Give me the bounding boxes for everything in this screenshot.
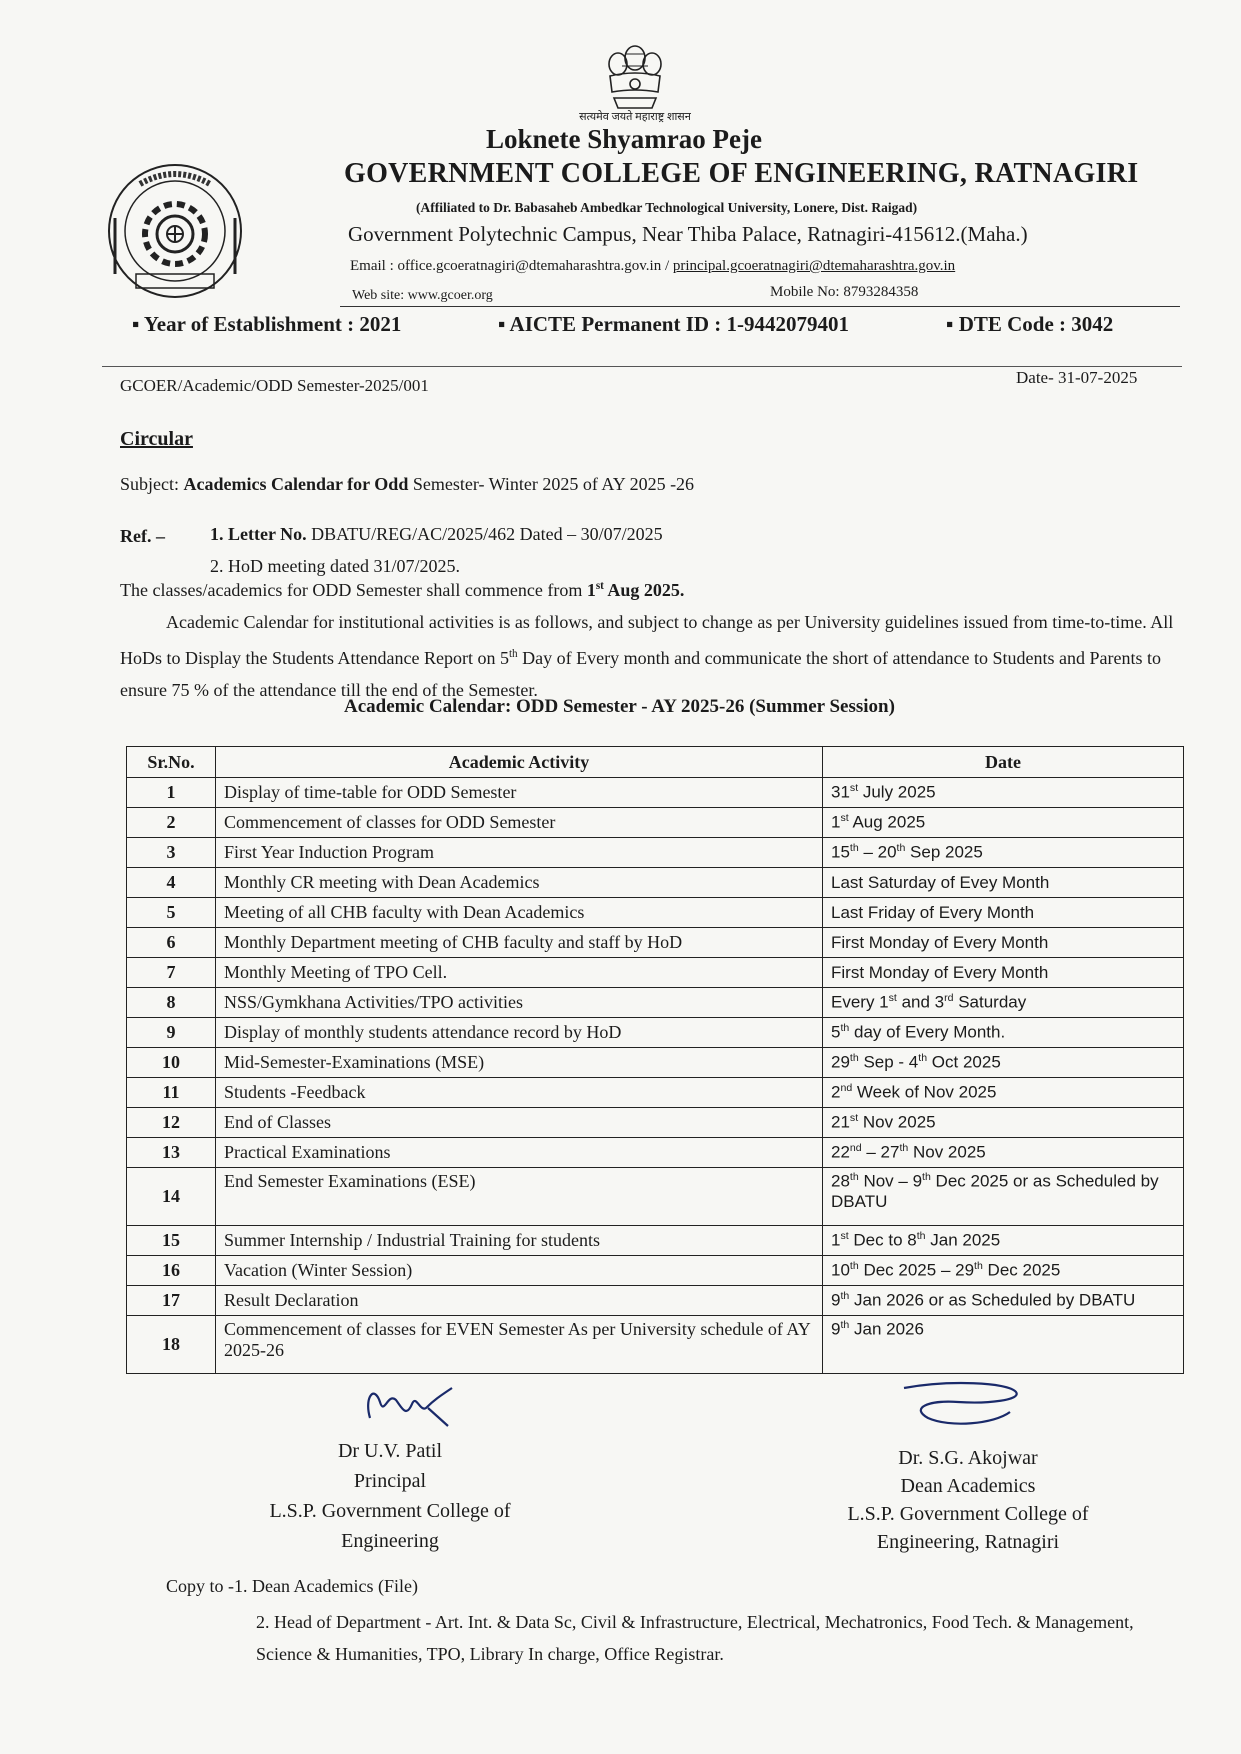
- dean-name: Dr. S.G. Akojwar: [898, 1447, 1038, 1469]
- college-name: GOVERNMENT COLLEGE OF ENGINEERING, RATNAGIRI: [344, 158, 1139, 189]
- cell-srno: 7: [127, 958, 216, 988]
- cell-date: 1st Aug 2025: [823, 808, 1184, 838]
- dean-org: L.S.P. Government College of: [847, 1503, 1089, 1525]
- cell-srno: 17: [127, 1286, 216, 1316]
- cell-srno: 15: [127, 1226, 216, 1256]
- dean-signature-block: [818, 1444, 1118, 1556]
- subject-line: Subject: Academics Calendar for Odd Semester- Winter 2025 of AY 2025 -26: [120, 474, 695, 494]
- col-header-date: Date: [823, 747, 1184, 778]
- table-row: [127, 1108, 1184, 1138]
- email-principal-link[interactable]: principal.gcoeratnagiri@dtemaharashtra.gov.in: [672, 258, 956, 274]
- cell-date: 9th Jan 2026: [823, 1316, 1184, 1374]
- circular-heading: Circular: [120, 428, 193, 450]
- name-line: Loknete Shyamrao Peje: [486, 124, 762, 154]
- cell-date: 29th Sep - 4th Oct 2025: [823, 1048, 1184, 1078]
- table-row: [127, 838, 1184, 868]
- cell-srno: 1: [127, 778, 216, 808]
- table-row: [127, 898, 1184, 928]
- col-header-activity: Academic Activity: [216, 747, 823, 778]
- cell-srno: 11: [127, 1078, 216, 1108]
- table-row: [127, 1018, 1184, 1048]
- table-row: [127, 1048, 1184, 1078]
- table-row: [127, 1138, 1184, 1168]
- aicte-id: AICTE Permanent ID : 1-9442079401: [509, 312, 850, 336]
- website[interactable]: Web site: www.gcoer.org: [352, 288, 493, 303]
- cell-srno: 8: [127, 988, 216, 1018]
- table-row: [127, 1226, 1184, 1256]
- principal-signature-block: [240, 1436, 540, 1556]
- dean-org-2: Engineering, Ratnagiri: [876, 1531, 1060, 1553]
- table-row: [127, 1286, 1184, 1316]
- cell-activity: Display of monthly students attendance record by HoD: [216, 1018, 823, 1048]
- cell-activity: Meeting of all CHB faculty with Dean Academics: [216, 898, 823, 928]
- cell-date: Every 1st and 3rd Saturday: [823, 988, 1184, 1018]
- calendar-paragraph: Academic Calendar for institutional activities is as follows, and subject to change as per University guidelines issued from time-to-time. All HoDs to Display the Students Attendance Report on 5th Day of Every month and communicate the short of attendance to Students and Parents to ensure 75 % of the attendance till the end of the Semester.: [120, 612, 1174, 700]
- cell-srno: 14: [127, 1168, 216, 1226]
- cell-srno: 5: [127, 898, 216, 928]
- table-row: [127, 928, 1184, 958]
- cell-activity: First Year Induction Program: [216, 838, 823, 868]
- cell-date: Last Friday of Every Month: [823, 898, 1184, 928]
- cell-activity: Display of time-table for ODD Semester: [216, 778, 823, 808]
- principal-name: Dr U.V. Patil: [337, 1440, 443, 1462]
- table-row: [127, 808, 1184, 838]
- cell-activity: Result Declaration: [216, 1286, 823, 1316]
- cell-date: 9th Jan 2026 or as Scheduled by DBATU: [823, 1286, 1184, 1316]
- copy-to-line-2: 2. Head of Department - Art. Int. & Data Sc, Civil & Infrastructure, Electrical, Mechatronics, Food Tech. & Management, Science & Humanities, TPO, Library In charge, Office Registrar.: [256, 1612, 1134, 1664]
- commence-line: The classes/academics for ODD Semester shall commence from 1st Aug 2025.: [120, 580, 685, 600]
- cell-srno: 3: [127, 838, 216, 868]
- cell-srno: 12: [127, 1108, 216, 1138]
- cell-srno: 9: [127, 1018, 216, 1048]
- dte-code: DTE Code : 3042: [958, 312, 1114, 336]
- copy-to-line-1: Copy to -1. Dean Academics (File): [166, 1576, 418, 1596]
- cell-srno: 18: [127, 1316, 216, 1374]
- principal-title: Principal: [353, 1470, 427, 1492]
- cell-activity: Monthly Meeting of TPO Cell.: [216, 958, 823, 988]
- college-seal-icon: [100, 156, 250, 306]
- cell-activity: Summer Internship / Industrial Training for students: [216, 1226, 823, 1256]
- cell-activity: End Semester Examinations (ESE): [216, 1168, 823, 1226]
- table-row: [127, 958, 1184, 988]
- principal-org-2: Engineering: [341, 1530, 439, 1552]
- dean-title: Dean Academics: [900, 1475, 1036, 1497]
- cell-date: 1st Dec to 8th Jan 2025: [823, 1226, 1184, 1256]
- cell-date: 2nd Week of Nov 2025: [823, 1078, 1184, 1108]
- cell-activity: Commencement of classes for EVEN Semester As per University schedule of AY 2025-26: [216, 1316, 823, 1374]
- table-row: [127, 1256, 1184, 1286]
- address: Government Polytechnic Campus, Near Thiba Palace, Ratnagiri-415612.(Maha.): [348, 222, 1028, 246]
- cell-srno: 16: [127, 1256, 216, 1286]
- mobile: Mobile No: 8793284358: [770, 284, 919, 300]
- affiliation: (Affiliated to Dr. Babasaheb Ambedkar Technological University, Lonere, Dist. Raigad): [416, 200, 918, 215]
- cell-activity: Vacation (Winter Session): [216, 1256, 823, 1286]
- table-row: [127, 868, 1184, 898]
- cell-srno: 6: [127, 928, 216, 958]
- cell-srno: 10: [127, 1048, 216, 1078]
- emblem-motto: सत्यमेव जयते महाराष्ट्र शासन: [579, 111, 691, 123]
- establishment: Year of Establishment : 2021: [143, 312, 402, 336]
- cell-activity: Practical Examinations: [216, 1138, 823, 1168]
- cell-date: 28th Nov – 9th Dec 2025 or as Scheduled by DBATU: [823, 1168, 1184, 1226]
- cell-srno: 13: [127, 1138, 216, 1168]
- cell-activity: Commencement of classes for ODD Semester: [216, 808, 823, 838]
- cell-activity: Monthly CR meeting with Dean Academics: [216, 868, 823, 898]
- table-row: [127, 778, 1184, 808]
- cell-activity: Mid-Semester-Examinations (MSE): [216, 1048, 823, 1078]
- table-header-row: [127, 747, 1184, 778]
- email-line: Email : office.gcoeratnagiri@dtemaharashtra.gov.in / principal.gcoeratnagiri@dtemaharashtra.gov.in: [350, 258, 956, 274]
- cell-activity: Monthly Department meeting of CHB faculty and staff by HoD: [216, 928, 823, 958]
- calendar-title: Academic Calendar: ODD Semester - AY 2025-26 (Summer Session): [344, 696, 895, 717]
- cell-date: First Monday of Every Month: [823, 928, 1184, 958]
- cell-date: 31st July 2025: [823, 778, 1184, 808]
- academic-calendar-table: [126, 746, 1184, 1374]
- cell-activity: End of Classes: [216, 1108, 823, 1138]
- table-row: [127, 988, 1184, 1018]
- header-rule: [340, 306, 1180, 307]
- cell-date: 21st Nov 2025: [823, 1108, 1184, 1138]
- cell-date: 10th Dec 2025 – 29th Dec 2025: [823, 1256, 1184, 1286]
- cell-date: 15th – 20th Sep 2025: [823, 838, 1184, 868]
- cell-srno: 2: [127, 808, 216, 838]
- ref-label: Ref. –: [120, 526, 165, 546]
- meta-rule: [102, 366, 1182, 367]
- table-row: [127, 1168, 1184, 1226]
- cell-activity: NSS/Gymkhana Activities/TPO activities: [216, 988, 823, 1018]
- cell-activity: Students -Feedback: [216, 1078, 823, 1108]
- principal-signature-icon: [356, 1378, 466, 1438]
- ref-item-2: 2. HoD meeting dated 31/07/2025.: [210, 556, 460, 576]
- cell-date: First Monday of Every Month: [823, 958, 1184, 988]
- table-row: [127, 1316, 1184, 1374]
- reference-number: GCOER/Academic/ODD Semester-2025/001: [120, 376, 429, 395]
- cell-date: 5th day of Every Month.: [823, 1018, 1184, 1048]
- cell-date: Last Saturday of Evey Month: [823, 868, 1184, 898]
- email-office-link[interactable]: office.gcoeratnagiri@dtemaharashtra.gov.in: [397, 258, 662, 274]
- cell-date: 22nd – 27th Nov 2025: [823, 1138, 1184, 1168]
- col-header-srno: Sr.No.: [127, 747, 216, 778]
- dean-signature-icon: [898, 1378, 1028, 1434]
- principal-org: L.S.P. Government College of: [269, 1500, 511, 1522]
- ref-item-1: 1. Letter No. DBATU/REG/AC/2025/462 Dated – 30/07/2025: [210, 524, 663, 544]
- cell-srno: 4: [127, 868, 216, 898]
- table-row: [127, 1078, 1184, 1108]
- letter-date: Date- 31-07-2025: [1016, 368, 1138, 387]
